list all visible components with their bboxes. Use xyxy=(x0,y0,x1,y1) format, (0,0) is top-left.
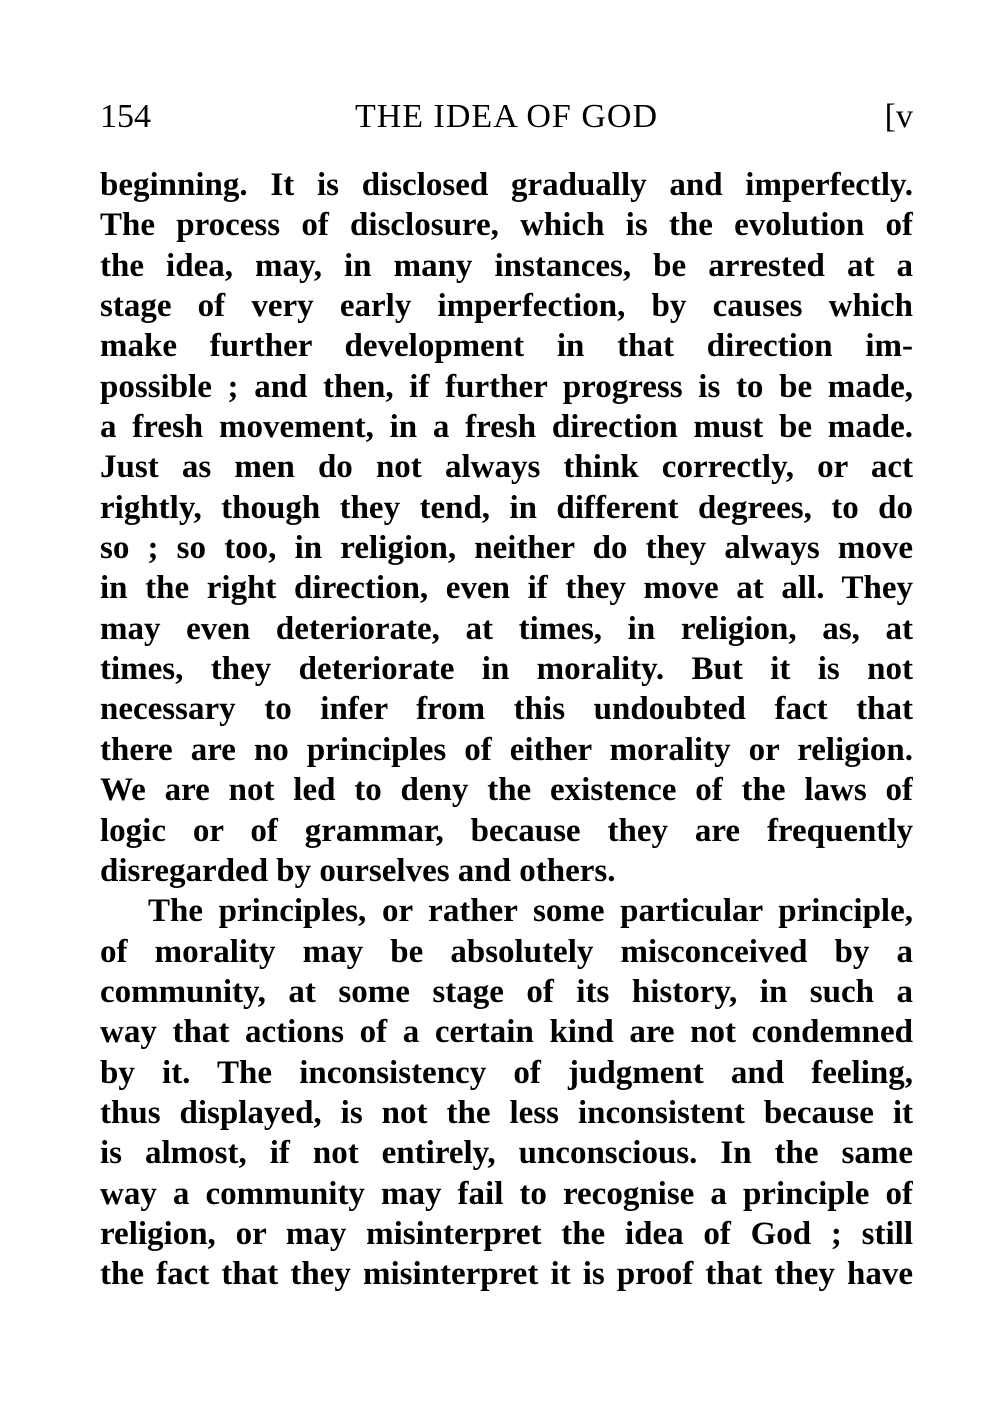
body-text xyxy=(100,165,913,1295)
text-line: make further development in that direction im- xyxy=(100,328,913,365)
text-line: stage of very early imperfection, by causes which xyxy=(100,288,913,325)
text-line: The process of disclosure, which is the evolution of xyxy=(100,207,913,244)
text-line: possible ; and then, if further progress is to be made, xyxy=(100,368,913,405)
text-line: community, at some stage of its history, in such a xyxy=(100,973,913,1010)
text-line: logic or of grammar, because they are frequently xyxy=(100,812,913,849)
text-line: is almost, if not entirely, unconscious. In the same xyxy=(100,1135,913,1172)
text-line: of morality may be absolutely misconceived by a xyxy=(100,933,913,970)
chapter-marker: [v xyxy=(884,98,913,135)
running-title: THE IDEA OF GOD xyxy=(354,98,659,135)
text-line: religion, or may misinterpret the idea of God ; still xyxy=(100,1215,913,1252)
text-line: Just as men do not always think correctly, or act xyxy=(100,449,913,486)
text-line: in the right direction, even if they move at all. They xyxy=(100,570,913,607)
text-line: a fresh movement, in a fresh direction must be made. xyxy=(100,409,913,446)
text-line: beginning. It is disclosed gradually and imperfectly. xyxy=(100,167,913,203)
text-line: may even deteriorate, at times, in religion, as, at xyxy=(100,610,913,647)
page-number: 154 xyxy=(100,98,151,135)
running-head xyxy=(100,95,913,139)
text-line: way that actions of a certain kind are not condemned xyxy=(100,1014,913,1051)
paragraph-1 xyxy=(100,165,913,891)
text-line: by it. The inconsistency of judgment and feeling, xyxy=(100,1054,913,1091)
text-line: necessary to infer from this undoubted fact that xyxy=(100,691,913,728)
text-line: disregarded by ourselves and others. xyxy=(100,852,616,889)
text-line: We are not led to deny the existence of the laws of xyxy=(100,772,913,809)
text-line: the fact that they misinterpret it is proof that they have xyxy=(100,1256,913,1293)
text-line: times, they deteriorate in morality. But it is not xyxy=(100,651,913,688)
text-line: the idea, may, in many instances, be arrested at a xyxy=(100,247,913,284)
text-line: thus displayed, is not the less inconsistent because it xyxy=(100,1094,913,1131)
text-line: so ; so too, in religion, neither do they always move xyxy=(100,530,913,567)
text-line: way a community may fail to recognise a principle of xyxy=(100,1175,913,1212)
text-line: rightly, though they tend, in different degrees, to do xyxy=(100,489,913,526)
text-line: The principles, or rather some particular principle, xyxy=(148,893,913,930)
paragraph-2 xyxy=(100,891,913,1294)
text-line: there are no principles of either morality or religion. xyxy=(100,731,913,768)
